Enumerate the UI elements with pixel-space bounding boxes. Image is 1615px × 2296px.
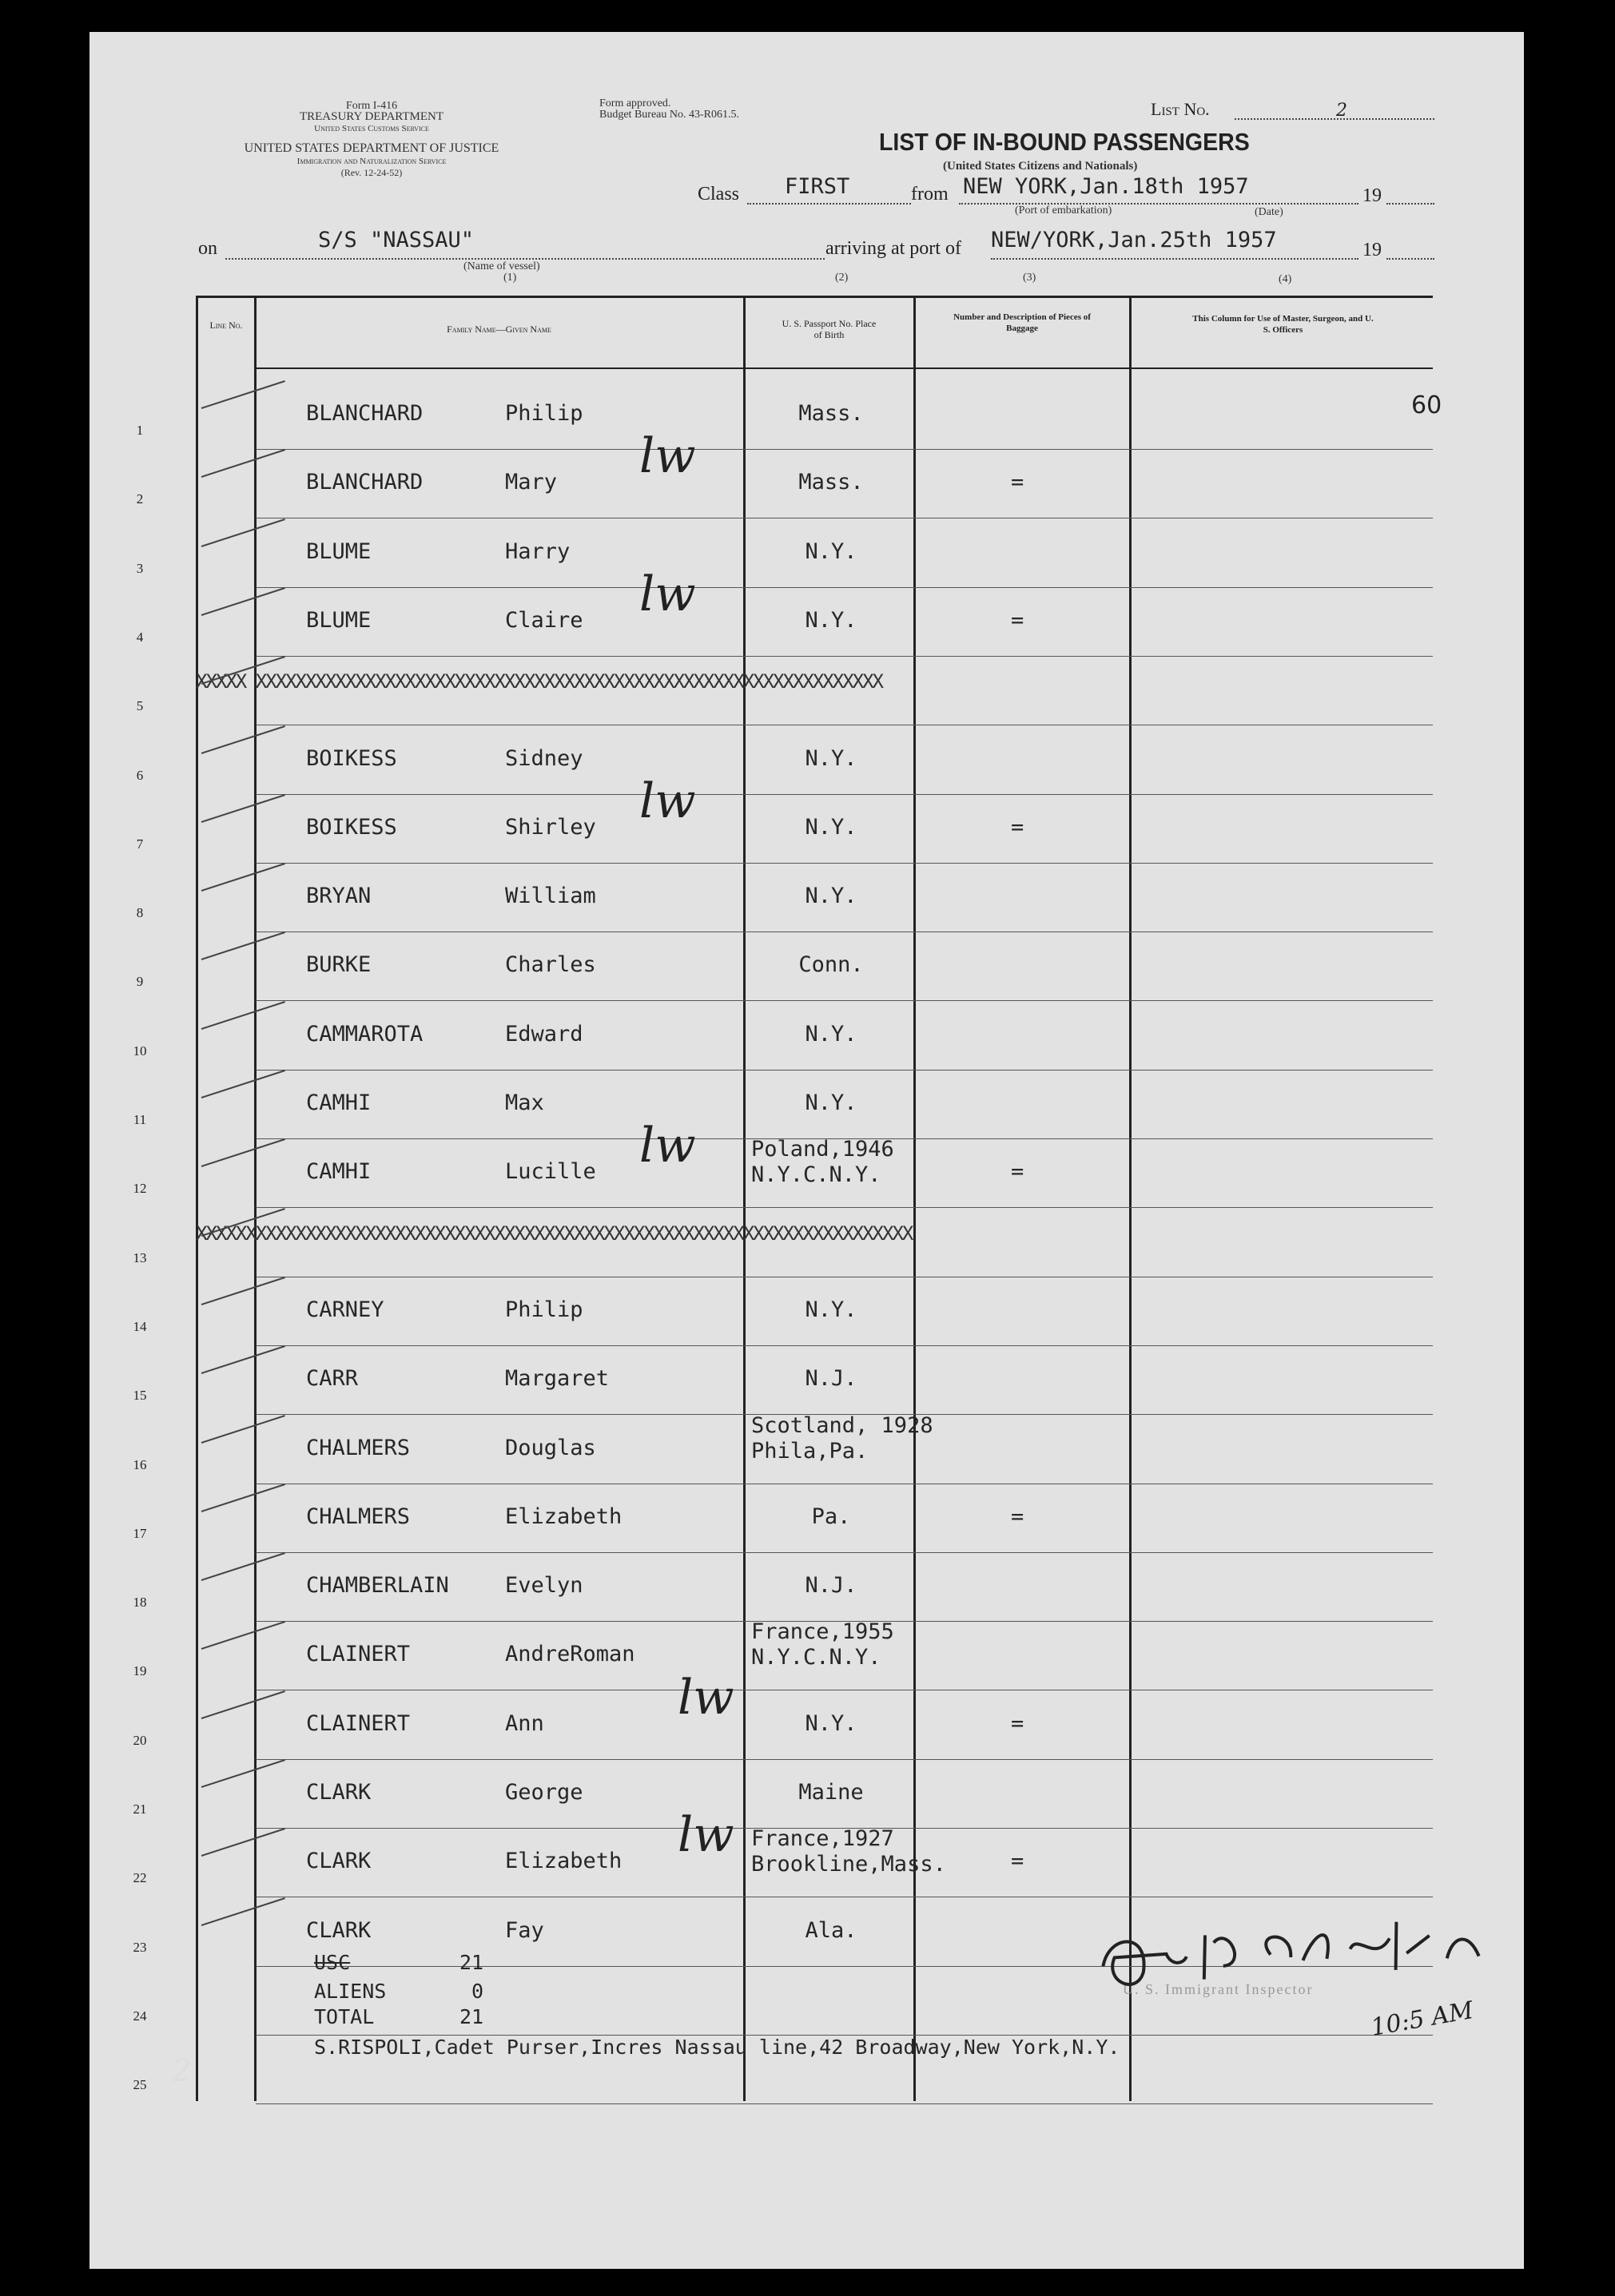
birth-place: Mass. xyxy=(798,470,864,495)
family-name: CAMHI xyxy=(306,1159,372,1185)
baggage-ditto: = xyxy=(1011,814,1024,840)
birth-place: Maine xyxy=(798,1780,864,1805)
birth-place: N.Y. xyxy=(805,1090,857,1115)
family-name: CLARK xyxy=(306,1849,372,1874)
row-divider xyxy=(256,2103,1433,2104)
family-name: CAMHI xyxy=(306,1090,372,1115)
revision: (Rev. 12-24-52) xyxy=(340,167,403,178)
line-number: 10 xyxy=(133,1043,147,1059)
family-name: BLUME xyxy=(306,607,372,633)
vessel-caption: (Name of vessel) xyxy=(463,260,540,272)
family-name: BLANCHARD xyxy=(306,470,424,495)
line-number: 24 xyxy=(133,2008,147,2024)
row-divider xyxy=(256,1759,1433,1760)
line-number: 7 xyxy=(136,836,144,852)
row-divider xyxy=(256,1070,1433,1071)
line-number: 11 xyxy=(133,1112,147,1127)
line-number: 9 xyxy=(136,974,144,990)
given-name: Shirley xyxy=(505,814,596,840)
birth-place: Pa. xyxy=(811,1504,851,1529)
year-suffix-2: 19 xyxy=(1362,240,1382,260)
line-number: 3 xyxy=(136,560,144,576)
class-value: FIRST xyxy=(785,174,850,199)
line-number: 4 xyxy=(136,629,144,645)
birth-place: Mass. xyxy=(798,401,864,426)
handwritten-mark: lw xyxy=(639,566,696,622)
birth-place-1: Scotland, 1928 xyxy=(751,1412,933,1438)
col-line-no: Line No. xyxy=(209,320,243,331)
birth-place-1: France,1955 xyxy=(751,1619,894,1645)
given-name: Claire xyxy=(505,607,583,633)
given-name: Philip xyxy=(505,401,583,426)
inspector-stamp: U. S. Immigrant Inspector xyxy=(1123,1981,1314,1997)
usc-label: USC xyxy=(314,1951,351,1974)
line-number: 23 xyxy=(133,1939,147,1955)
line-number: 16 xyxy=(133,1456,147,1472)
form-number: Form I-416 xyxy=(345,100,398,112)
line-number: 22 xyxy=(133,1870,147,1886)
purser-line: S.RISPOLI,Cadet Purser,Incres Nassau line,42 Broadway,New York,N.Y. xyxy=(314,2036,1120,2059)
arriving-value: NEW/YORK,Jan.25th 1957 xyxy=(991,228,1277,252)
birth-place: N.J. xyxy=(805,1366,857,1392)
ins-service: Immigration and Naturalization Service xyxy=(296,157,447,166)
family-name: BOIKESS xyxy=(306,814,397,840)
form-approved: Form approved. xyxy=(599,97,671,109)
given-name: AndreRoman xyxy=(505,1642,635,1667)
row-divider xyxy=(256,1345,1433,1346)
row-divider xyxy=(256,794,1433,795)
family-name: BOIKESS xyxy=(306,745,397,771)
col-baggage: Number and Description of Pieces of Baggage xyxy=(953,312,1091,333)
line-number: 25 xyxy=(133,2077,147,2093)
baggage-ditto: = xyxy=(1011,607,1024,633)
port-caption: (Port of embarkation) xyxy=(1015,205,1112,216)
birth-place: N.Y. xyxy=(805,538,857,564)
page-title: LIST OF IN-BOUND PASSENGERS xyxy=(879,128,1250,156)
justice-dept: UNITED STATES DEPARTMENT OF JUSTICE xyxy=(244,141,499,155)
vessel-name: S/S "NASSAU" xyxy=(318,228,475,252)
col-officers: This Column for Use of Master, Surgeon, and U. S. Officers xyxy=(1192,314,1374,335)
family-name: CARR xyxy=(306,1366,359,1392)
line-number: 19 xyxy=(133,1663,147,1679)
birth-place-2: Brookline,Mass. xyxy=(751,1852,946,1877)
birth-place: N.Y. xyxy=(805,814,857,840)
baggage-ditto: = xyxy=(1011,1849,1024,1874)
handwritten-mark: lw xyxy=(678,1807,734,1864)
aliens-value: 0 xyxy=(471,1980,484,2003)
birth-place-2: Phila,Pa. xyxy=(751,1438,869,1464)
birth-place-2: N.Y.C.N.Y. xyxy=(751,1162,881,1188)
page-count: 60 xyxy=(1411,391,1442,419)
line-number: 1 xyxy=(136,423,144,438)
line-number: 15 xyxy=(133,1388,147,1404)
line-number: 17 xyxy=(133,1525,147,1541)
caption-1: (1) xyxy=(503,272,517,284)
birth-place: Ala. xyxy=(805,1917,857,1943)
line-number: 13 xyxy=(133,1249,147,1265)
row-divider xyxy=(256,449,1433,450)
row-divider xyxy=(256,863,1433,864)
class-label: Class xyxy=(698,184,740,205)
row-divider xyxy=(256,587,1433,588)
row-divider xyxy=(256,1000,1433,1001)
family-name: BLANCHARD xyxy=(306,401,424,426)
inspector-time: 10:5 AM xyxy=(1368,1996,1476,2042)
family-name: CLARK xyxy=(306,1917,372,1943)
line-number: 8 xyxy=(136,905,144,921)
line-number: 12 xyxy=(133,1181,147,1197)
birth-place: N.Y. xyxy=(805,745,857,771)
handwritten-mark: lw xyxy=(678,1669,734,1726)
customs-service: United States Customs Service xyxy=(314,124,429,133)
birth-place-2: N.Y.C.N.Y. xyxy=(751,1645,881,1670)
family-name: BRYAN xyxy=(306,884,372,909)
birth-place: N.J. xyxy=(805,1573,857,1599)
caption-2: (2) xyxy=(835,272,849,284)
row-divider xyxy=(256,1552,1433,1553)
struck-row: XXXXXXXXXXXXXXXXXXXXXXXXXXXXXXXXXXXXXXXXXXXXXXXXXXXXXXXXXXXXXXXXXXXXXXXX xyxy=(196,1221,913,1245)
struck-row: XXXXX XXXXXXXXXXXXXXXXXXXXXXXXXXXXXXXXXXXXXXXXXXXXXXXXXXXXXXXXXXXXXXX xyxy=(196,670,882,693)
family-name: CARNEY xyxy=(306,1297,384,1322)
given-name: Harry xyxy=(505,538,571,564)
list-no-label: List No. xyxy=(1151,99,1210,119)
given-name: Max xyxy=(505,1090,544,1115)
given-name: Elizabeth xyxy=(505,1849,623,1874)
handwritten-mark: lw xyxy=(639,1118,696,1174)
given-name: Margaret xyxy=(505,1366,610,1392)
usc-value: 21 xyxy=(459,1951,484,1974)
year-suffix-1: 19 xyxy=(1362,185,1382,206)
family-name: CHALMERS xyxy=(306,1504,411,1529)
caption-4: (4) xyxy=(1279,273,1292,285)
baggage-ditto: = xyxy=(1011,1710,1024,1736)
family-name: CHALMERS xyxy=(306,1435,411,1460)
birth-place: N.Y. xyxy=(805,1021,857,1047)
given-name: Ann xyxy=(505,1710,544,1736)
given-name: Charles xyxy=(505,952,596,978)
on-label: on xyxy=(198,238,217,259)
line-number: 14 xyxy=(133,1318,147,1334)
family-name: CLAINERT xyxy=(306,1710,411,1736)
treasury-dept: TREASURY DEPARTMENT xyxy=(299,110,444,123)
given-name: Philip xyxy=(505,1297,583,1322)
row-divider xyxy=(256,1207,1433,1208)
margin-mark: 2 xyxy=(172,2053,192,2088)
given-name: Sidney xyxy=(505,745,583,771)
line-number: 5 xyxy=(136,698,144,714)
given-name: Elizabeth xyxy=(505,1504,623,1529)
line-number: 21 xyxy=(133,1801,147,1817)
baggage-ditto: = xyxy=(1011,470,1024,495)
birth-place-1: France,1927 xyxy=(751,1826,894,1852)
given-name: Fay xyxy=(505,1917,544,1943)
given-name: Lucille xyxy=(505,1159,596,1185)
given-name: Edward xyxy=(505,1021,583,1047)
family-name: CLAINERT xyxy=(306,1642,411,1667)
line-number: 20 xyxy=(133,1732,147,1748)
given-name: George xyxy=(505,1780,583,1805)
family-name: CHAMBERLAIN xyxy=(306,1573,449,1599)
given-name: Mary xyxy=(505,470,558,495)
given-name: William xyxy=(505,884,596,909)
row-divider xyxy=(256,656,1433,657)
budget-bureau: Budget Bureau No. 43-R061.5. xyxy=(599,109,739,121)
birth-place: N.Y. xyxy=(805,1297,857,1322)
line-number: 6 xyxy=(136,767,144,783)
date-caption: (Date) xyxy=(1255,206,1283,218)
col-passport: U. S. Passport No. Place of Birth xyxy=(782,318,877,340)
birth-place: Conn. xyxy=(798,952,864,978)
family-name: BURKE xyxy=(306,952,372,978)
birth-place: N.Y. xyxy=(805,884,857,909)
list-no-value: 2 xyxy=(1336,101,1347,121)
col-name: Family Name—Given Name xyxy=(447,324,551,335)
arriving-label: arriving at port of xyxy=(825,238,961,259)
baggage-ditto: = xyxy=(1011,1159,1024,1185)
handwritten-mark: lw xyxy=(639,428,696,485)
total-value: 21 xyxy=(459,2005,484,2028)
birth-place-1: Poland,1946 xyxy=(751,1137,894,1162)
line-number: 18 xyxy=(133,1595,147,1611)
line-number: 2 xyxy=(136,491,144,507)
caption-3: (3) xyxy=(1023,272,1036,284)
page-subtitle: (United States Citizens and Nationals) xyxy=(943,160,1138,173)
handwritten-mark: lw xyxy=(639,773,696,829)
given-name: Evelyn xyxy=(505,1573,583,1599)
total-label: TOTAL xyxy=(314,2005,375,2028)
aliens-label: ALIENS xyxy=(314,1980,387,2003)
birth-place: N.Y. xyxy=(805,1710,857,1736)
given-name: Douglas xyxy=(505,1435,596,1460)
baggage-ditto: = xyxy=(1011,1504,1024,1529)
birth-place: N.Y. xyxy=(805,607,857,633)
from-value: NEW YORK,Jan.18th 1957 xyxy=(963,174,1249,199)
family-name: CAMMAROTA xyxy=(306,1021,424,1047)
from-label: from xyxy=(911,184,949,205)
family-name: BLUME xyxy=(306,538,372,564)
family-name: CLARK xyxy=(306,1780,372,1805)
